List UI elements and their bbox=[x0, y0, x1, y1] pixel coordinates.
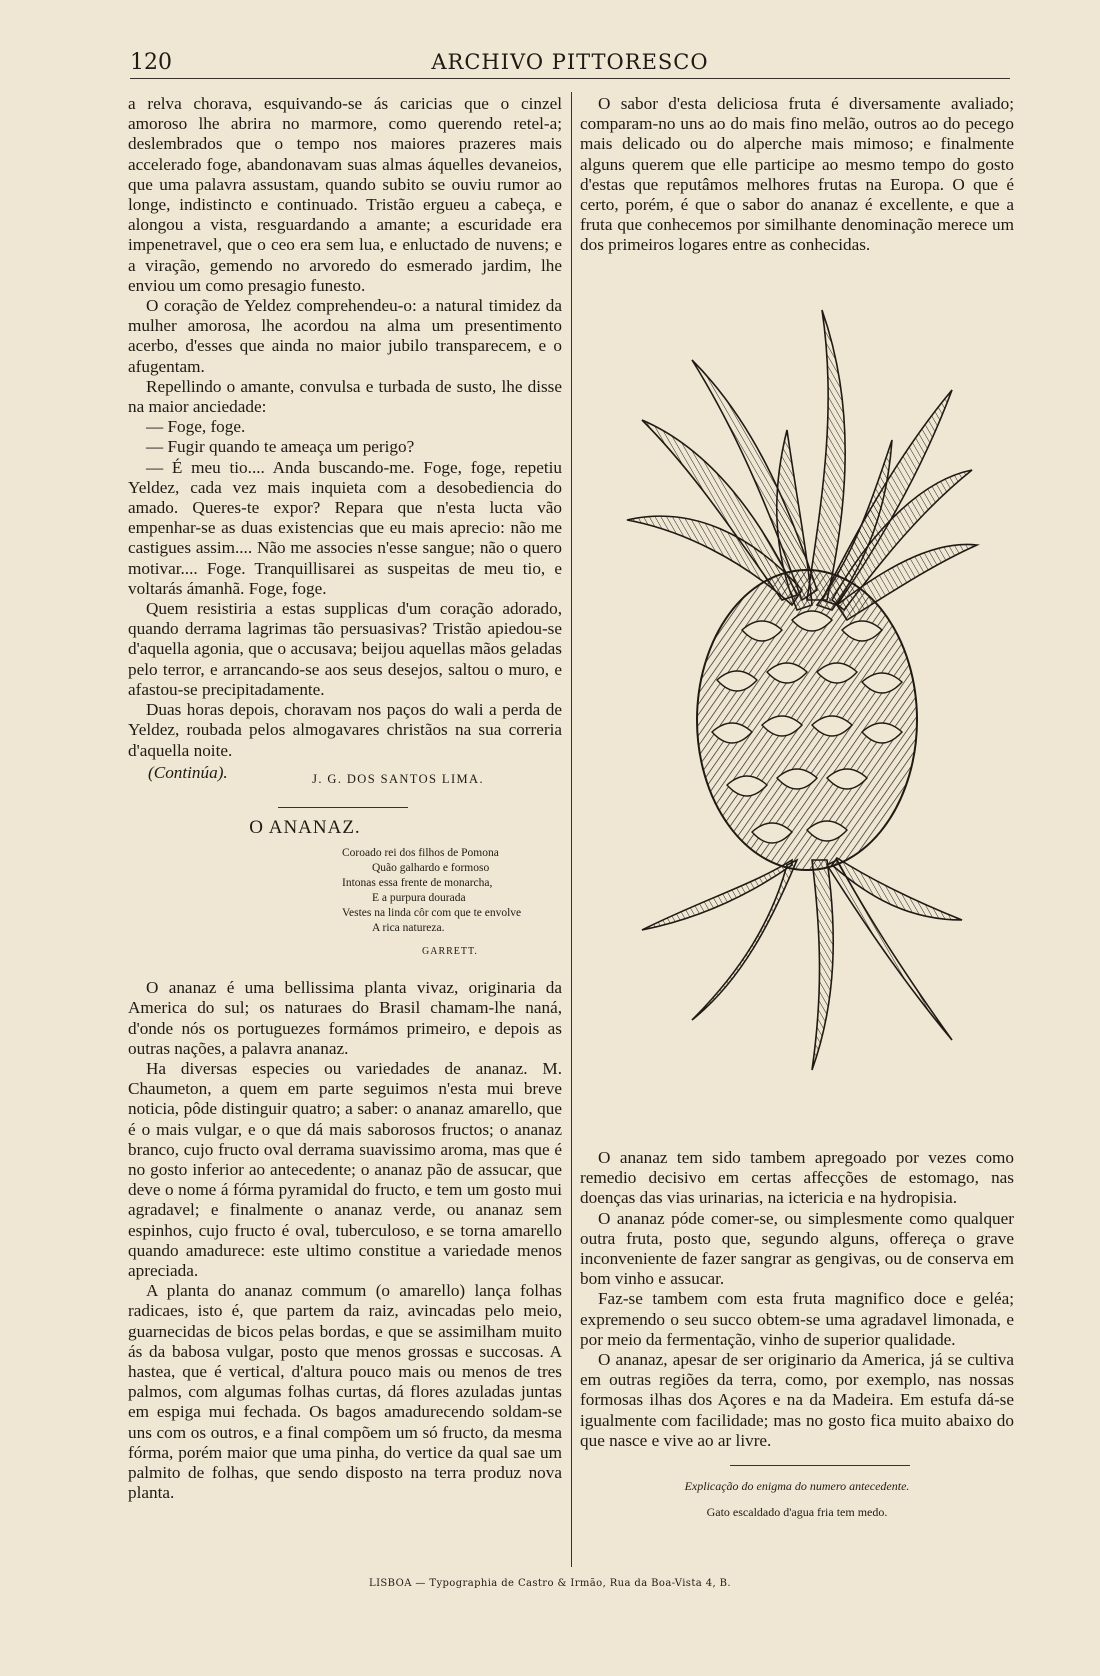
left-column bbox=[128, 94, 562, 1503]
pineapple-base-leaves bbox=[642, 858, 962, 1070]
story-paragraph: a relva chorava, esquivando-se ás caricias que o cinzel amoroso lhe abrira no marmore, como querendo retel-a; deslembrados que o tempo nos maiores prazeres mais accelerado foge, abandonavam suas almas áquelles devaneios, que uma palavra assustam, quando subito se ouviu rumor ao longe, indistincto e continuado. Tristão ergueu a cabeça, e alongou a vista, resguardando a amante; a escuridade era impenetravel, que o ceo era sem lua, e enluctado de nuvens; e a viração, gemendo no arvoredo do esmerado jardim, lhe enviou um como presagio funesto. bbox=[128, 94, 562, 295]
epigraph-line: Vestes na linda côr com que te envolve bbox=[342, 906, 522, 919]
article-body-left bbox=[128, 978, 562, 1503]
epigraph-line: E a purpura dourada bbox=[372, 891, 466, 904]
story-paragraph: O coração de Yeldez comprehendeu-o: a natural timidez da mulher amorosa, lhe acordou na alma um presentimento acerbo, d'esses que ainda no maior jubilo transparecem, e o afugentam. bbox=[128, 296, 562, 376]
article-paragraph: Ha diversas especies ou variedades de ananaz. M. Chaumeton, a quem em parte seguimos n'esta mui breve noticia, pôde distinguir quatro; a saber: o ananaz amarello, que é o mais vulgar, e o que dá mais saborosos fructos; o ananaz branco, cujo fructo oval derrama suavissimo aroma, mas que é no gosto inferior ao antecedente; o ananaz pão de assucar, que deve o nome á fórma pyramidal do fructo, e tem um gosto mui agradavel; e finalmente o ananaz verde, ou ananaz sem espinhos, cujo fructo é oval, tuberculoso, e se torna amarello quando amadurece: este ultimo constitue a variedade menos apreciada. bbox=[128, 1058, 562, 1280]
story-paragraph: Repellindo o amante, convulsa e turbada de susto, lhe disse na maior anciedade: bbox=[128, 376, 562, 417]
right-column-lower bbox=[580, 1148, 1014, 1522]
epigraph-line: A rica natureza. bbox=[372, 921, 445, 934]
column-divider bbox=[571, 92, 572, 1567]
epigraph-line: Quão galhardo e formoso bbox=[372, 861, 490, 874]
journal-title: ARCHIVO PITTORESCO bbox=[431, 50, 709, 74]
continua-note: (Continúa). bbox=[148, 762, 228, 782]
article-paragraph: O sabor d'esta deliciosa fruta é diversamente avaliado; comparam-no uns ao do mais fino melão, outros ao do pecego mais delicado ou do alperche mais mimoso; e finalmente alguns querem que elle participe ao mesmo tempo do gosto d'estas que reputâmos melhores frutas na Europa. O que é certo, porém, é que o sabor do ananaz é excellente, e que a fruta que conhecemos por similhante denominação merece um dos primeiros logares entre as conhecidas. bbox=[580, 94, 1014, 255]
article-paragraph: O ananaz póde comer-se, ou simplesmente como qualquer outra fruta, posto que, segundo alguns, offereça o grave inconveniente de fazer sangrar as gengivas, ou de conserva em bom vinho e assucar. bbox=[580, 1208, 1014, 1289]
enigma-answer: Gato escaldado d'agua fria tem medo. bbox=[706, 1505, 888, 1520]
article-paragraph: O ananaz tem sido tambem apregoado por vezes como remedio decisivo em certas affecções de estomago, nas doenças das vias urinarias, na ictericia e na hydropisia. bbox=[580, 1148, 1014, 1208]
article-title: O ANANAZ. bbox=[249, 816, 361, 838]
story-paragraph: — Foge, foge. bbox=[146, 417, 246, 437]
enigma-rule bbox=[730, 1465, 910, 1466]
story-author: J. G. DOS SANTOS LIMA. bbox=[312, 771, 484, 786]
section-rule bbox=[278, 807, 408, 808]
header-rule bbox=[130, 78, 1010, 79]
epigraph bbox=[342, 846, 562, 936]
enigma-title: Explicação do enigma do numero antecedente. bbox=[684, 1479, 910, 1494]
printer-imprint: LISBOA — Typographia de Castro & Irmão, Rua da Boa-Vista 4, B. bbox=[369, 1578, 731, 1589]
story-paragraph: — Fugir quando te ameaça um perigo? bbox=[146, 437, 415, 457]
article-paragraph: O ananaz é uma bellissima planta vivaz, originaria da America do sul; os naturaes do Brasil chamam-lhe naná, d'onde nós os portuguezes formámos primeiro, e depois as outras nações, a palavra ananaz. bbox=[128, 978, 562, 1058]
story-paragraph: Duas horas depois, choravam nos paços do wali a perda de Yeldez, roubada pelos almogavares christãos na sua correria d'aquella noite. bbox=[128, 700, 562, 760]
page-number: 120 bbox=[130, 50, 172, 75]
epigraph-author: GARRETT. bbox=[422, 945, 478, 957]
story-paragraph: Quem resistiria a estas supplicas d'um coração adorado, quando derrama lagrimas tão persuasivas? Tristão apiedou-se d'aquella agonia, que o accusava; beijou aquellas mãos geladas pelo terror, e arrancando-se aos seus desejos, saltou o muro, e afastou-se precipitadamente. bbox=[128, 599, 562, 699]
story-signature bbox=[128, 763, 562, 789]
epigraph-line: Intonas essa frente de monarcha, bbox=[342, 876, 493, 889]
right-column-top bbox=[580, 94, 1014, 256]
article-paragraph: Faz-se tambem com esta fruta magnifico doce e geléa; expremendo o seu succo obtem-se uma agradavel limonada, e por meio da fermentação, vinho de superior qualidade. bbox=[580, 1289, 1014, 1349]
article-paragraph: A planta do ananaz commum (o amarello) lança folhas radicaes, isto é, que partem da raiz, avincadas pelo meio, guarnecidas de bicos pelas bordas, e que se assimilham muito ás da babosa vulgar, posto que menos grossas e succosas. A hastea, que é vertical, d'altura pouco mais ou menos de tres palmos, com algumas folhas curtas, dá flores azuladas juntas em espiga mui fechada. Os bagos amadurecendo soldam-se uns com os outros, e a final compõem um só fructo, da mesma fórma, porém maior que uma pinha, do vertice da qual sae um palmito de folhas, que sendo disposto na terra produz nova planta. bbox=[128, 1281, 562, 1503]
epigraph-line: Coroado rei dos filhos de Pomona bbox=[342, 846, 499, 859]
pineapple-engraving bbox=[622, 300, 982, 1080]
story-paragraph: — É meu tio.... Anda buscando-me. Foge, foge, repetiu Yeldez, cada vez mais inquieta com a desobediencia do amado. Queres-te expor? Repara que n'esta lucta vão empenhar-se as duas existencias que eu mais aprecio: não me castigues assim.... Não me associes n'esse sangue; não o quero motivar.... Foge. Tranquillisarei as suspeitas de meu tio, e voltarás ámanhã. Foge, foge. bbox=[128, 457, 562, 598]
pineapple-fruit bbox=[697, 570, 917, 870]
page-header bbox=[130, 50, 1010, 80]
article-paragraph: O ananaz, apesar de ser originario da America, já se cultiva em outras regiões da terra, como, por exemplo, nas nossas formosas ilhas dos Açores e na da Madeira. Em estufa dá-se igualmente com facilidade; mas no gosto fica muito abaixo do que nasce e vive ao ar livre. bbox=[580, 1350, 1014, 1450]
